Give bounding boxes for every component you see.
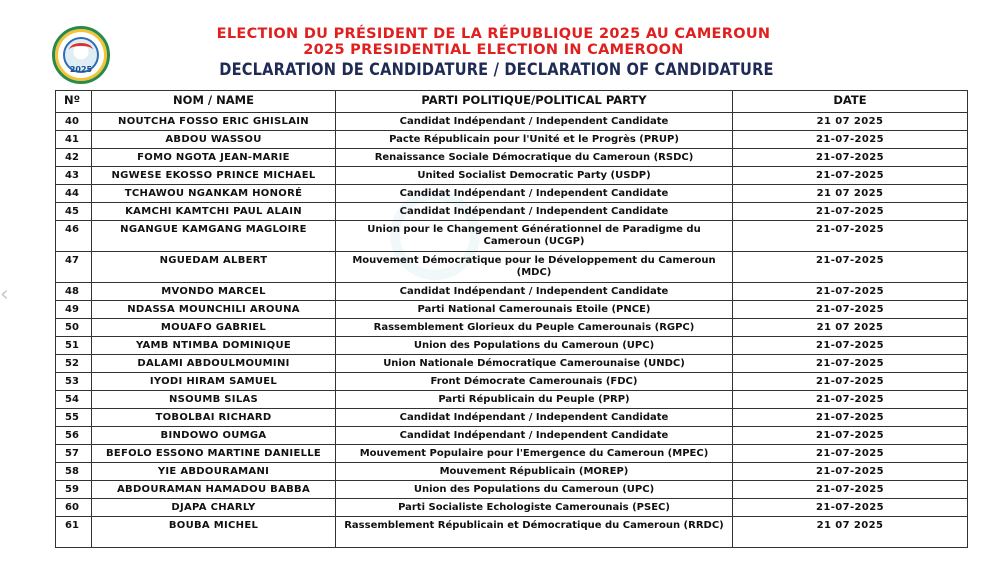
cell-number: 44 [56,185,92,203]
cell-number: 45 [56,203,92,221]
column-header-date: DATE [733,91,968,113]
column-header-name: NOM / NAME [92,91,336,113]
table-row [56,517,968,548]
table-row [56,301,968,319]
cell-political-party: Union Nationale Démocratique Camerounaise (UNDC) [336,355,733,373]
cell-number: 47 [56,252,92,283]
cell-number: 56 [56,427,92,445]
cell-date: 21 07 2025 [733,185,968,203]
cell-political-party: Rassemblement Glorieux du Peuple Camerounais (RGPC) [336,319,733,337]
cell-date: 21-07-2025 [733,463,968,481]
table-header-row [56,91,968,113]
cell-candidate-name: TOBOLBAI RICHARD [92,409,336,427]
cell-political-party: United Socialist Democratic Party (USDP) [336,167,733,185]
cell-date: 21-07-2025 [733,409,968,427]
cell-number: 51 [56,337,92,355]
seal-year: 2025 [69,65,93,74]
cell-date: 21-07-2025 [733,391,968,409]
cell-candidate-name: IYODI HIRAM SAMUEL [92,373,336,391]
cell-candidate-name: NGUEDAM ALBERT [92,252,336,283]
cell-date: 21-07-2025 [733,167,968,185]
cell-candidate-name: BINDOWO OUMGA [92,427,336,445]
cell-number: 42 [56,149,92,167]
cell-political-party: Union des Populations du Cameroun (UPC) [336,337,733,355]
cell-political-party: Union pour le Changement Générationnel de Paradigme du Cameroun (UCGP) [336,221,733,252]
cell-number: 54 [56,391,92,409]
table-row [56,427,968,445]
table-row [56,391,968,409]
cell-date: 21-07-2025 [733,301,968,319]
table-row [56,499,968,517]
cell-political-party: Mouvement Populaire pour l'Emergence du Cameroun (MPEC) [336,445,733,463]
cell-number: 60 [56,499,92,517]
cell-political-party: Candidat Indépendant / Independent Candidate [336,203,733,221]
cell-date: 21-07-2025 [733,355,968,373]
cell-number: 57 [56,445,92,463]
cell-date: 21-07-2025 [733,149,968,167]
cell-candidate-name: NOUTCHA FOSSO ERIC GHISLAIN [92,113,336,131]
cell-date: 21-07-2025 [733,499,968,517]
page-title-fr: ELECTION DU PRÉSIDENT DE LA RÉPUBLIQUE 2025 AU CAMEROUN [216,26,771,42]
cell-candidate-name: BOUBA MICHEL [92,517,336,548]
cell-candidate-name: FOMO NGOTA JEAN-MARIE [92,149,336,167]
cell-political-party: Parti Républicain du Peuple (PRP) [336,391,733,409]
cell-candidate-name: YIE ABDOURAMANI [92,463,336,481]
cell-date: 21-07-2025 [733,337,968,355]
cell-date: 21-07-2025 [733,203,968,221]
cell-date: 21 07 2025 [733,113,968,131]
cell-political-party: Parti Socialiste Echologiste Camerounais (PSEC) [336,499,733,517]
table-row [56,445,968,463]
chevron-left-icon[interactable]: ‹ [0,282,9,307]
cell-date: 21-07-2025 [733,373,968,391]
table-row [56,252,968,283]
cell-date: 21-07-2025 [733,481,968,499]
table-row [56,149,968,167]
cell-number: 41 [56,131,92,149]
cell-date: 21-07-2025 [733,427,968,445]
cell-number: 58 [56,463,92,481]
table-row [56,283,968,301]
candidates-table [55,90,968,548]
page-subtitle: DECLARATION DE CANDIDATURE / DECLARATION OF CANDIDATURE [219,60,774,80]
cell-political-party: Pacte Républicain pour l'Unité et le Progrès (PRUP) [336,131,733,149]
cell-date: 21-07-2025 [733,221,968,252]
cell-political-party: Candidat Indépendant / Independent Candidate [336,113,733,131]
table-row [56,409,968,427]
cell-candidate-name: NGWESE EKOSSO PRINCE MICHAEL [92,167,336,185]
cell-political-party: Mouvement Démocratique pour le Développement du Cameroun (MDC) [336,252,733,283]
cell-number: 43 [56,167,92,185]
cell-political-party: Candidat Indépendant / Independent Candidate [336,283,733,301]
column-header-party: PARTI POLITIQUE/POLITICAL PARTY [336,91,733,113]
cell-number: 48 [56,283,92,301]
cell-date: 21 07 2025 [733,319,968,337]
cell-political-party: Candidat Indépendant / Independent Candidate [336,409,733,427]
table-row [56,319,968,337]
cell-number: 59 [56,481,92,499]
cell-candidate-name: YAMB NTIMBA DOMINIQUE [92,337,336,355]
cell-political-party: Candidat Indépendant / Independent Candidate [336,185,733,203]
cell-candidate-name: BEFOLO ESSONO MARTINE DANIELLE [92,445,336,463]
cell-political-party: Renaissance Sociale Démocratique du Cameroun (RSDC) [336,149,733,167]
table-row [56,463,968,481]
cell-political-party: Union des Populations du Cameroun (UPC) [336,481,733,499]
cell-number: 55 [56,409,92,427]
cell-date: 21-07-2025 [733,131,968,149]
cell-candidate-name: TCHAWOU NGANKAM HONORÉ [92,185,336,203]
cell-political-party: Front Démocrate Camerounais (FDC) [336,373,733,391]
page-title-en: 2025 PRESIDENTIAL ELECTION IN CAMEROON [303,42,684,58]
table-row [56,185,968,203]
cell-candidate-name: DALAMI ABDOULMOUMINI [92,355,336,373]
table-row [56,131,968,149]
cell-political-party: Candidat Indépendant / Independent Candidate [336,427,733,445]
table-row [56,113,968,131]
table-row [56,355,968,373]
cell-candidate-name: DJAPA CHARLY [92,499,336,517]
cell-number: 49 [56,301,92,319]
cell-candidate-name: NDASSA MOUNCHILI AROUNA [92,301,336,319]
cell-number: 52 [56,355,92,373]
cell-number: 46 [56,221,92,252]
cell-candidate-name: ABDOU WASSOU [92,131,336,149]
table-row [56,373,968,391]
cell-candidate-name: MVONDO MARCEL [92,283,336,301]
column-header-no: Nº [56,91,92,113]
cell-number: 53 [56,373,92,391]
cell-date: 21-07-2025 [733,252,968,283]
cell-candidate-name: MOUAFO GABRIEL [92,319,336,337]
cell-date: 21-07-2025 [733,445,968,463]
cell-candidate-name: ABDOURAMAN HAMADOU BABBA [92,481,336,499]
table-row [56,221,968,252]
cell-date: 21 07 2025 [733,517,968,548]
cell-date: 21-07-2025 [733,283,968,301]
table-row [56,203,968,221]
cell-number: 40 [56,113,92,131]
cell-political-party: Parti National Camerounais Etoile (PNCE) [336,301,733,319]
cell-political-party: Rassemblement Républicain et Démocratique du Cameroun (RRDC) [336,517,733,548]
table-row [56,481,968,499]
cell-number: 61 [56,517,92,548]
cell-candidate-name: NGANGUE KAMGANG MAGLOIRE [92,221,336,252]
cell-candidate-name: KAMCHI KAMTCHI PAUL ALAIN [92,203,336,221]
cell-candidate-name: NSOUMB SILAS [92,391,336,409]
table-row [56,337,968,355]
table-row [56,167,968,185]
cell-political-party: Mouvement Républicain (MOREP) [336,463,733,481]
cell-number: 50 [56,319,92,337]
